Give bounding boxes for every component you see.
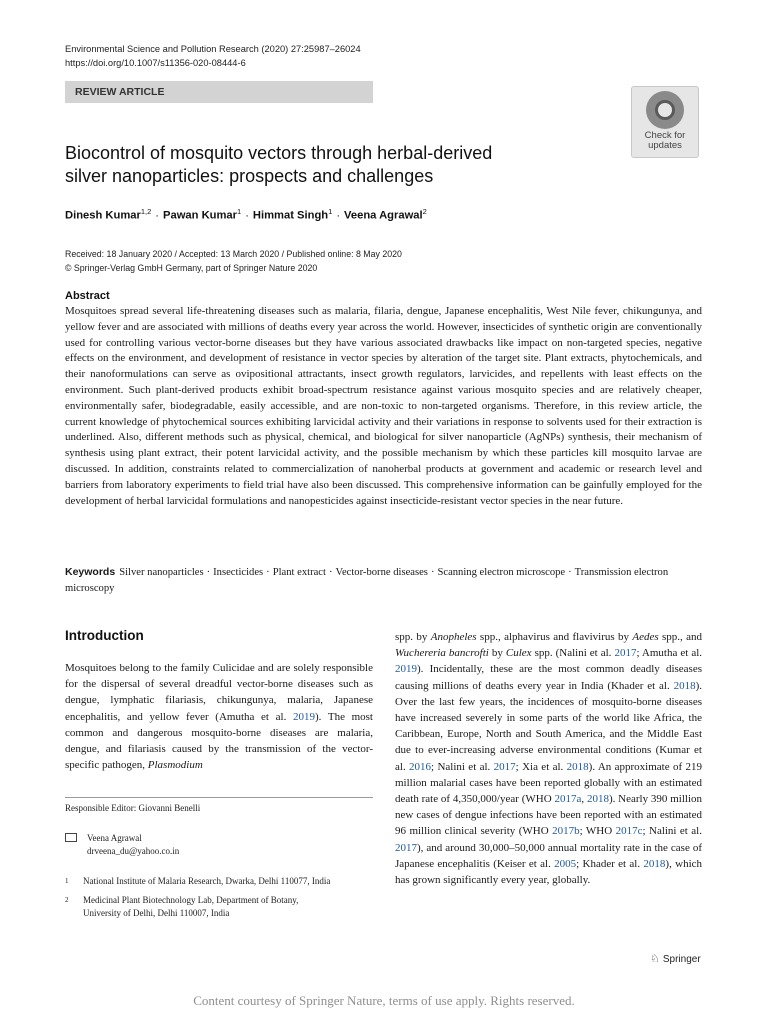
keyword-item: · Transmission electron microscopy [65, 567, 668, 594]
keyword-item: · Insecticides [204, 567, 264, 578]
body-text: ). An approximate of 219 million malarial cases have been reported globally with an estimated death rate of 4,350,000/year (WHO [395, 760, 702, 806]
keyword-item: Silver nanoparticles [119, 567, 204, 578]
body-text: ). The most common and dangerous mosquito-borne diseases are malaria, dengue, and filariasis caused by the transmission of the vector-specific pathogen, [65, 710, 373, 772]
citation-link[interactable]: 2019 [292, 710, 315, 723]
abstract-text: Mosquitoes spread several life-threatening diseases such as malaria, filaria, dengue, Japanese encephalitis, West Nile fever, chikungunya, and yellow fever and are associated with millions of deaths every year across the world. However, insecticides of synthetic origin are conventionally used for controlling various vector-borne diseases but they have various associated drawbacks like impact on non-targeted species, negative effects on the environment, and development of resistance in vector species by alteration of the target site. Plant extracts, phytochemicals, and their nanoformulations can serve as ovipositional attractants, insect growth regulators, larvicides, and repellents with least effects on the environment. Such plant-derived products exhibit broad-spectrum resistance against various mosquito species and are relatively cheaper, environmentally safer, biodegradable, easily accessible, and are non-toxic to non-targeted organisms. Therefore, in this review article, the current knowledge of phytochemical sources exhibiting larvicidal activity and their variations in response to solvents used for their extraction is underlined. Also, different methods such as physical, chemical, and biological for silver nanoparticle (AgNPs) synthesis, their mechanism of synthesis using plant extract, their potent larvicidal activity, and the possible mechanism by which these particles kill mosquito larvae are discussed. In addition, constraints related to commercialization of nanoherbal products at government and academic or research level and barriers from laboratory experiments to field trial have also been discussed. This comprehensive information can be gainfully employed for the development of herbal larvicidal formulations and nanopesticides against insecticide-resistant vector species in the near future. [65, 305, 702, 507]
introduction-paragraph-left [65, 660, 373, 773]
affiliation-line: University of Delhi, Delhi 110007, India [83, 908, 230, 918]
author-name[interactable]: Pawan Kumar [163, 209, 238, 222]
author-affiliation: 1,2 [140, 207, 152, 216]
check-for-updates-badge[interactable] [631, 86, 699, 158]
author-separator: · [155, 209, 160, 222]
affiliation-text: National Institute of Malaria Research, Dwarka, Delhi 110077, India [83, 876, 331, 886]
citation-link[interactable]: 2017c [615, 825, 643, 838]
body-text: ). Nearly 390 million new cases of dengue infections have been reported with an estimated 96 million clinical severity (WHO [395, 793, 703, 838]
body-text: spp. (Nalini et al. [531, 647, 615, 660]
species-name: Wuchereria bancrofti [395, 647, 489, 660]
body-text: ; Nalini et al. [431, 760, 494, 773]
body-text: ). Over the last few years, the incidences of mosquito-borne diseases have increased severely in some parts of the world like Africa, the Caribbean, Europe, North and South America, and the Middle East due to ever-increasing adverse environmental conditions (Kumar et al. [395, 679, 702, 773]
body-text: ; Amutha et al. [636, 647, 703, 660]
body-text: by [488, 647, 506, 660]
citation-link[interactable]: 2019 [395, 663, 417, 676]
publisher-logo [650, 952, 701, 965]
citation-link[interactable]: 2017b [552, 825, 580, 838]
title-line-1: Biocontrol of mosquito vectors through herbal-derived [65, 143, 493, 163]
body-text: , [581, 793, 587, 806]
affiliation-number: 1 [65, 877, 69, 885]
author-separator: · [336, 209, 341, 222]
author-name[interactable]: Dinesh Kumar [65, 209, 141, 222]
citation-link[interactable]: 2016 [409, 760, 432, 773]
citation-link[interactable]: 2017a [554, 793, 582, 806]
introduction-heading: Introduction [65, 628, 144, 643]
species-name: Culex [505, 647, 532, 660]
author-affiliation: 2 [422, 207, 427, 216]
history-dates: Received: 18 January 2020 / Accepted: 13 March 2020 / Published online: 8 May 2020 [65, 249, 402, 259]
affiliation-line: Medicinal Plant Biotechnology Lab, Department of Botany, [83, 895, 299, 905]
body-text: ), and around 30,000–50,000 annual mortality rate in the case of Japanese encephalitis (Keiser et al. [395, 841, 702, 870]
affiliation-2 [65, 894, 375, 920]
citation-link[interactable]: 2017 [395, 841, 417, 854]
affiliation-number: 2 [65, 896, 69, 904]
springer-horse-icon: ♘ [650, 953, 660, 965]
author-list [65, 207, 427, 222]
doi-link[interactable]: https://doi.org/10.1007/s11356-020-08444-6 [65, 58, 246, 68]
body-text: ; Khader et al. [576, 857, 644, 870]
affiliation-1 [65, 875, 375, 888]
badge-label-2: updates [648, 140, 682, 151]
publication-dates [65, 248, 402, 275]
body-text: ), which has grown significantly every year, globally. [395, 857, 703, 887]
citation-link[interactable]: 2018 [643, 857, 666, 870]
citation-link[interactable]: 2005 [554, 857, 577, 870]
abstract-heading: Abstract [65, 290, 110, 302]
publisher-name: Springer [662, 954, 701, 965]
keyword-item: · Scanning electron microscope [428, 567, 565, 578]
species-name: Plasmodium [147, 759, 203, 772]
envelope-icon [65, 833, 77, 842]
responsible-editor: Responsible Editor: Giovanni Benelli [65, 803, 201, 813]
keywords-label: Keywords [65, 566, 116, 578]
journal-citation: Environmental Science and Pollution Research (2020) 27:25987–26024 [65, 44, 361, 54]
footnote-divider [65, 797, 373, 798]
body-text: Mosquitoes belong to the family Culicidae and are solely responsible for the dispersal of several dreadful vector-borne diseases such as dengue, lymphatic filariasis, chikungunya, malaria, Japanese encephalitis, and yellow fever (Amutha et al. [65, 662, 373, 723]
body-text: ; WHO [579, 825, 616, 838]
citation-link[interactable]: 2017 [614, 647, 637, 660]
crossmark-icon [646, 91, 684, 129]
introduction-paragraph-right [395, 629, 702, 888]
citation-link[interactable]: 2017 [493, 760, 516, 773]
body-text: spp., and [658, 631, 702, 643]
author-name[interactable]: Himmat Singh [252, 209, 329, 222]
body-text: ; Xia et al. [515, 760, 567, 773]
article-type-banner: REVIEW ARTICLE [65, 81, 373, 103]
affiliation-text [83, 894, 373, 920]
contact-email[interactable]: drveena_du@yahoo.co.in [87, 846, 180, 856]
keyword-item: · Vector-borne diseases [326, 567, 428, 578]
title-line-2: silver nanoparticles: prospects and challenges [65, 166, 434, 186]
keyword-item: · Plant extract [263, 567, 326, 578]
courtesy-footer: Content courtesy of Springer Nature, terms of use apply. Rights reserved. [193, 993, 575, 1008]
keywords [65, 564, 702, 597]
citation-link[interactable]: 2018 [566, 760, 589, 773]
corresponding-author [65, 832, 179, 858]
author-affiliation: 1 [237, 207, 242, 216]
citation-link[interactable]: 2018 [586, 793, 609, 806]
article-title [65, 142, 585, 188]
body-text: spp., alphavirus and flavivirus by [476, 631, 633, 643]
body-text: spp. by [395, 631, 431, 643]
author-name[interactable]: Veena Agrawal [344, 209, 423, 222]
author-separator: · [245, 209, 249, 222]
body-text: ). Incidentally, these are the most common deadly diseases causing millions of deaths every year in India (Khader et al. [395, 663, 702, 692]
copyright-notice: © Springer-Verlag GmbH Germany, part of Springer Nature 2020 [65, 262, 318, 273]
badge-label-1: Check for [644, 130, 686, 141]
species-name: Anopheles [430, 631, 477, 643]
journal-header [65, 42, 361, 70]
citation-link[interactable]: 2018 [673, 679, 696, 692]
contact-name: Veena Agrawal [87, 833, 142, 843]
author-affiliation: 1 [328, 207, 333, 216]
species-name: Aedes [632, 631, 659, 643]
body-text: ; Nalini et al. [642, 825, 702, 838]
